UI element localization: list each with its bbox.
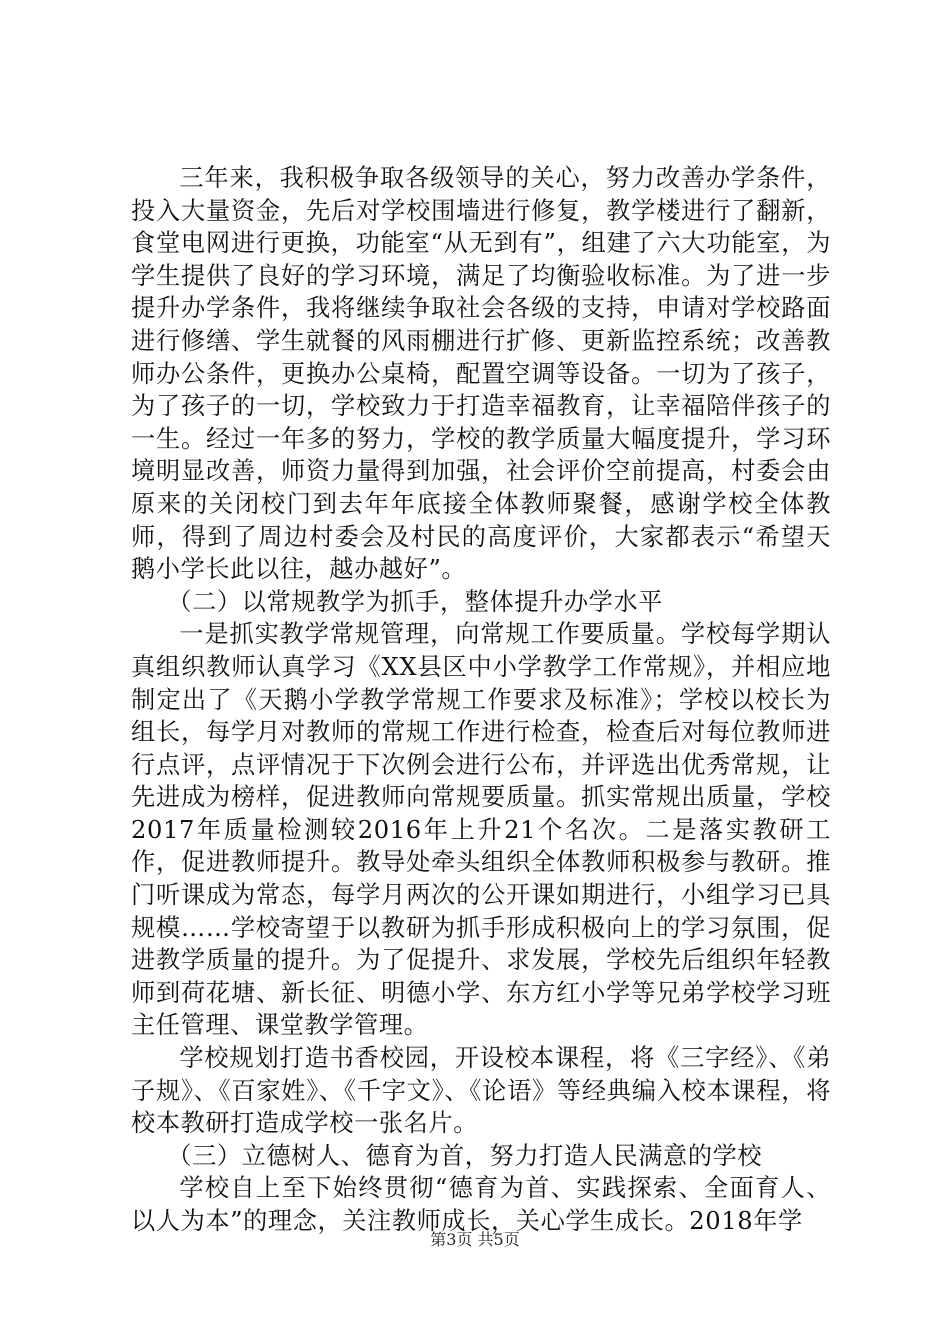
paragraph-moral-education: 学校自上至下始终贯彻“德育为首、实践探索、全面育人、以人为本”的理念，关注教师成长，关心学生成长。2018年学 xyxy=(131,1174,831,1235)
page-number-footer: 第3页 共5页 xyxy=(430,1230,520,1249)
paragraph-teaching-routine: 一是抓实教学常规管理，向常规工作要质量。学校每学期认真组织教师认真学习《XX县区中小学教学工作常规》，并相应地制定出了《天鹅小学教学常规工作要求及标准》；学校以校长为组长，每学月对教师的常规工作进行检查，检查后对每位教师进行点评，点评情况于下次例会进行公布，并评选出优秀常规，让先进成为榜样，促进教师向常规要质量。抓实常规出质量，学校2017年质量检测较2016年上升21个名次。二是落实教研工作，促进教师提升。教导处牵头组织全体教师积极参与教研。推门听课成为常态，每学月两次的公开课如期进行，小组学习已具规模……学校寄望于以教研为抓手形成积极向上的学习氛围，促进教学质量的提升。为了促提升、求发展，学校先后组织年轻教师到荷花塘、新长征、明德小学、东方红小学等兄弟学校学习班主任管理、课堂教学管理。 xyxy=(131,620,831,1040)
paragraph-facilities: 三年来，我积极争取各级领导的关心，努力改善办学条件，投入大量资金，先后对学校围墙进行修复，教学楼进行了翻新，食堂电网进行更换，功能室“从无到有”，组建了六大功能室，为学生提供了良好的学习环境，满足了均衡验收标准。为了进一步提升办学条件，我将继续争取社会各级的支持，申请对学校路面进行修缮、学生就餐的风雨棚进行扩修、更新监控系统；改善教师办公条件，更换办公桌椅，配置空调等设备。一切为了孩子，为了孩子的一切，学校致力于打造幸福教育，让幸福陪伴孩子的一生。经过一年多的努力，学校的教学质量大幅度提升，学习环境明显改善，师资力量得到加强，社会评价空前提高，村委会由原来的关闭校门到去年年底接全体教师聚餐，感谢学校全体教师，得到了周边村委会及村民的高度评价，大家都表示“希望天鹅小学长此以往，越办越好”。 xyxy=(131,164,831,584)
document-body xyxy=(131,162,831,1238)
paragraph-school-curriculum: 学校规划打造书香校园，开设校本课程，将《三字经》、《弟子规》、《百家姓》、《千字文》、《论语》等经典编入校本课程，将校本教研打造成学校一张名片。 xyxy=(131,1044,831,1138)
section-heading-3: （三）立德树人、德育为首，努力打造人民满意的学校 xyxy=(167,1141,763,1170)
section-heading-2: （二）以常规教学为抓手，整体提升办学水平 xyxy=(167,587,664,616)
